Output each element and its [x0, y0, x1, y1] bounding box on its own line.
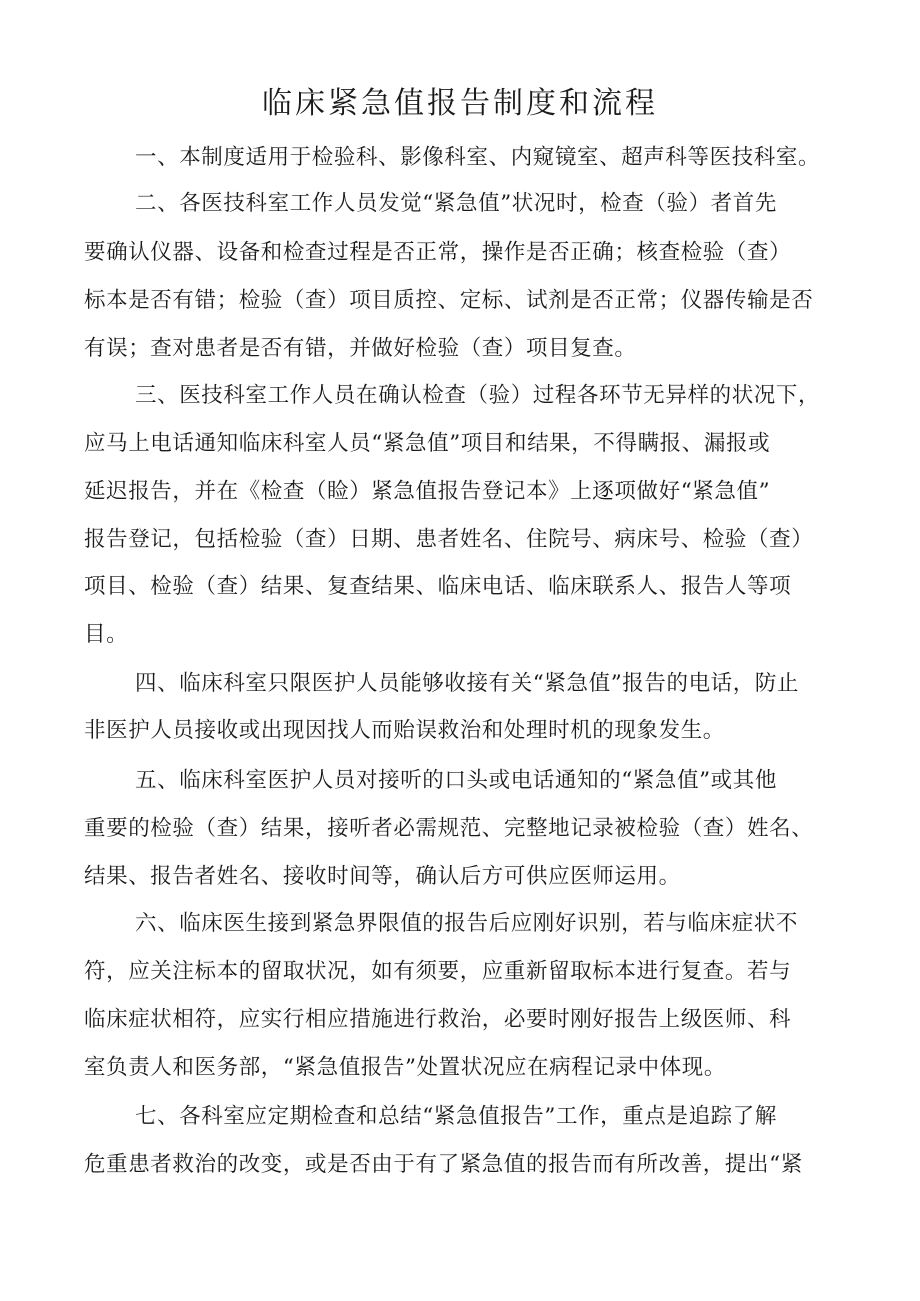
text-line: 结果、报告者姓名、接收时间等，确认后方可供应医师运用。: [84, 864, 681, 889]
text-line: 三、医技科室工作人员在确认检查（验）过程各环节无异样的状况下，: [135, 383, 821, 408]
text-line: 目。: [84, 622, 129, 647]
text-line: 标本是否有错；检验（查）项目质控、定标、试剂是否正常；仪器传输是否: [84, 288, 814, 313]
text-line: 项目、检验（查）结果、复查结果、临床电话、临床联系人、报告人等项: [84, 574, 792, 599]
text-line: 符，应关注标本的留取状况，如有须要，应重新留取标本进行复查。若与: [84, 959, 792, 984]
text-line: 六、临床医生接到紧急界限值的报告后应刚好识别，若与临床症状不: [135, 911, 799, 936]
text-line: 延迟报告，并在《检查（睑）紧急值报告登记本》上逐项做好“紧急值”: [84, 479, 771, 504]
text-line: 重要的检验（查）结果，接听者必需规范、完整地记录被检验（查）姓名、: [84, 816, 814, 841]
text-line: 七、各科室应定期检查和总结“紧急值报告”工作，重点是追踪了解: [135, 1104, 777, 1129]
text-line: 四、临床科室只限医护人员能够收接有关“紧急值”报告的电话，防止: [135, 671, 800, 696]
text-line: 危重患者救治的改变，或是否由于有了紧急值的报告而有所改善，提出“紧: [84, 1152, 803, 1177]
text-line: 临床症状相符，应实行相应措施进行救治，必要时刚好报告上级医师、科: [84, 1007, 792, 1032]
text-line: 有误；查对患者是否有错，并做好检验（查）项目复查。: [84, 336, 637, 361]
text-line: 要确认仪器、设备和检查过程是否正常，操作是否正确；核查检验（查）: [84, 240, 792, 265]
document-title: 临床紧急值报告制度和流程: [262, 86, 658, 121]
text-line: 五、临床科室医护人员对接听的口头或电话通知的“紧急值”或其他: [135, 768, 777, 793]
text-line: 一、本制度适用于检验科、影像科室、内窥镜室、超声科等医技科室。: [135, 145, 821, 170]
text-line: 非医护人员接收或出现因找人而贻误救治和处理时机的现象发生。: [84, 718, 725, 743]
text-line: 应马上电话通知临床科室人员“紧急值”项目和结果，不得瞒报、漏报或: [84, 431, 771, 456]
text-line: 二、各医技科室工作人员发觉“紧急值”状况时，检查（验）者首先: [135, 191, 777, 216]
text-line: 室负责人和医务部，“紧急值报告”处置状况应在病程记录中体现。: [84, 1055, 726, 1080]
text-line: 报告登记，包括检验（查）日期、患者姓名、住院号、病床号、检验（查）: [84, 527, 814, 552]
